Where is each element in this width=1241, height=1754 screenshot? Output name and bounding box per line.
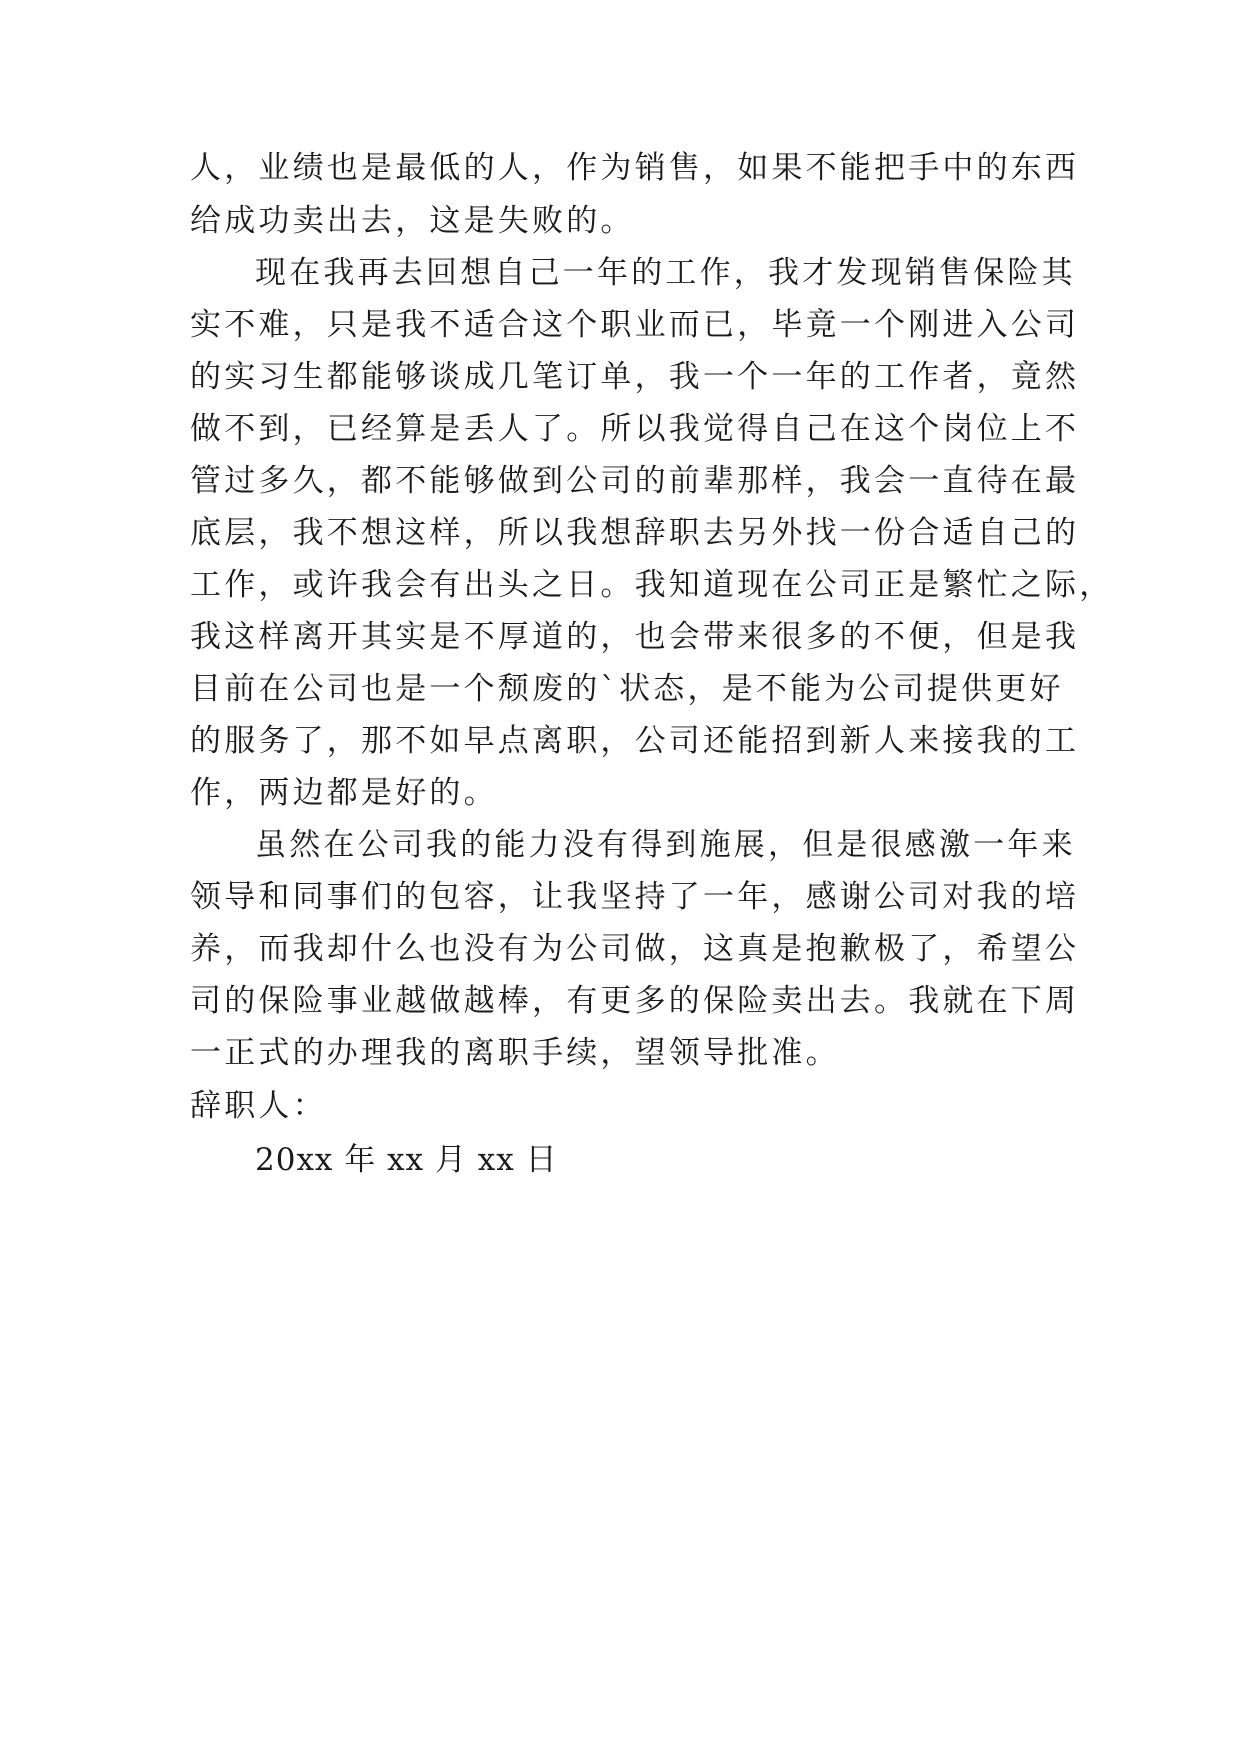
paragraph-2-line-8: 我这样离开其实是不厚道的，也会带来很多的不便，但是我 [190,619,1080,655]
paragraph-2-line-2: 实不难，只是我不适合这个职业而已，毕竟一个刚进入公司 [190,307,1080,343]
paragraph-2-line-3: 的实习生都能够谈成几笔订单，我一个一年的工作者，竟然 [190,359,1080,395]
paragraph-3-line-2: 领导和同事们的包容，让我坚持了一年，感谢公司对我的培 [190,879,1080,915]
paragraph-3-line-4: 司的保险事业越做越棒，有更多的保险卖出去。我就在下周 [190,983,1080,1019]
paragraph-3-line-1: 虽然在公司我的能力没有得到施展，但是很感激一年来 [255,827,1076,863]
paragraph-2-line-5: 管过多久，都不能够做到公司的前辈那样，我会一直待在最 [190,463,1080,499]
paragraph-1-line-2: 给成功卖出去，这是失败的。 [190,203,635,239]
paragraph-2-line-6: 底层，我不想这样，所以我想辞职去另外找一份合适自己的 [190,515,1080,551]
paragraph-3-line-5: 一正式的办理我的离职手续，望领导批准。 [190,1035,840,1071]
paragraph-1-line-1: 人，业绩也是最低的人，作为销售，如果不能把手中的东西 [190,150,1080,186]
paragraph-2-line-10: 的服务了，那不如早点离职，公司还能招到新人来接我的工 [190,723,1080,759]
paragraph-2-line-1: 现在我再去回想自己一年的工作，我才发现销售保险其 [255,255,1076,291]
paragraph-2-line-11: 作，两边都是好的。 [190,775,498,811]
signature-label: 辞职人： [190,1088,327,1124]
paragraph-2-line-7: 工作，或许我会有出头之日。我知道现在公司正是繁忙之际， [190,567,1114,603]
paragraph-2-line-9: 目前在公司也是一个颓废的`状态，是不能为公司提供更好 [190,671,1064,707]
resignation-date: 20xx 年 xx 月 xx 日 [255,1142,558,1178]
paragraph-2-line-4: 做不到，已经算是丢人了。所以我觉得自己在这个岗位上不 [190,411,1080,447]
paragraph-3-line-3: 养，而我却什么也没有为公司做，这真是抱歉极了，希望公 [190,931,1080,967]
